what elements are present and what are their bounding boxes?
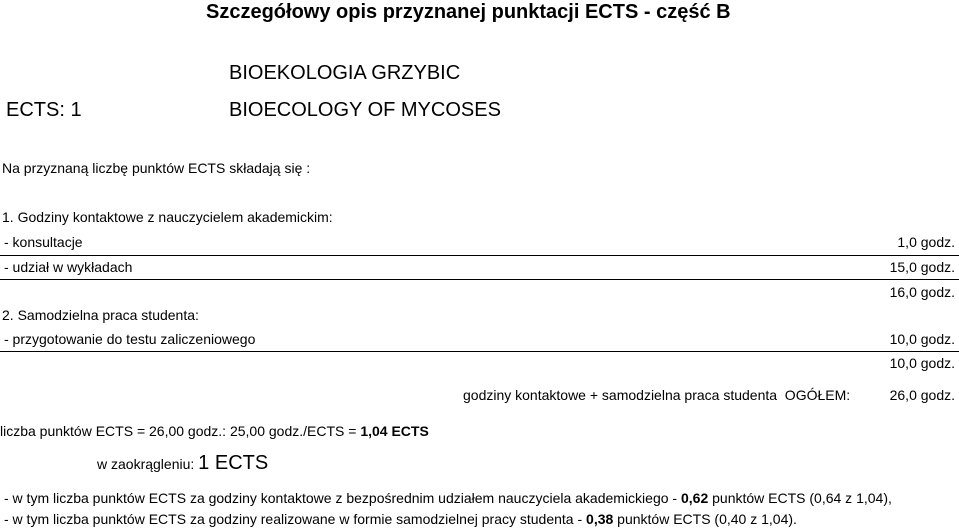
note-text: punktów ECTS (0,64 z 1,04),	[708, 490, 892, 506]
intro-text: Na przyznaną liczbę punktów ECTS składają się :	[2, 160, 311, 176]
ects-calculation	[0, 423, 429, 439]
rounding-label: w zaokrągleniu:	[97, 456, 199, 472]
rounding-value: 1 ECTS	[198, 452, 269, 474]
section1-heading: 1. Godziny kontaktowe z nauczycielem akademickim:	[2, 209, 333, 225]
course-name-en: BIOECOLOGY OF MYCOSES	[229, 99, 501, 121]
section2-heading: 2. Samodzielna praca studenta:	[2, 307, 199, 323]
calculation-text: liczba punktów ECTS = 26,00 godz.: 25,00 godz./ECTS =	[0, 423, 361, 439]
section2-subtotal: 10,0 godz.	[889, 355, 955, 371]
total-value: 26,0 godz.	[889, 387, 955, 403]
note-value: 0,38	[586, 511, 614, 527]
row-label: - konsultacje	[4, 234, 83, 250]
divider	[0, 255, 959, 256]
ects-label: ECTS: 1	[6, 99, 82, 121]
total-label: godziny kontaktowe + samodzielna praca studenta OGÓŁEM:	[463, 387, 851, 403]
note-text: punktów ECTS (0,40 z 1,04).	[613, 511, 797, 527]
note-self-study	[4, 511, 797, 527]
row-value: 15,0 godz.	[889, 259, 955, 275]
page-title: Szczegółowy opis przyznanej punktacji ECTS - część B	[206, 1, 731, 23]
note-contact-hours	[4, 490, 892, 506]
section1-subtotal: 16,0 godz.	[889, 284, 955, 300]
row-label: - udział w wykładach	[4, 259, 133, 275]
row-label: - przygotowanie do testu zaliczeniowego	[4, 331, 256, 347]
note-text: - w tym liczba punktów ECTS za godziny kontaktowe z bezpośrednim udziałem nauczyciela akademickiego -	[4, 490, 681, 506]
note-value: 0,62	[680, 490, 709, 506]
row-value: 10,0 godz.	[889, 331, 955, 347]
rounding-line	[97, 452, 268, 475]
divider	[0, 279, 959, 280]
note-text: - w tym liczba punktów ECTS za godziny realizowane w formie samodzielnej pracy studenta -	[4, 511, 587, 527]
divider	[0, 351, 959, 352]
row-value: 1,0 godz.	[897, 234, 955, 250]
course-name-pl: BIOEKOLOGIA GRZYBIC	[229, 62, 461, 84]
calculation-result: 1,04 ECTS	[360, 423, 429, 439]
